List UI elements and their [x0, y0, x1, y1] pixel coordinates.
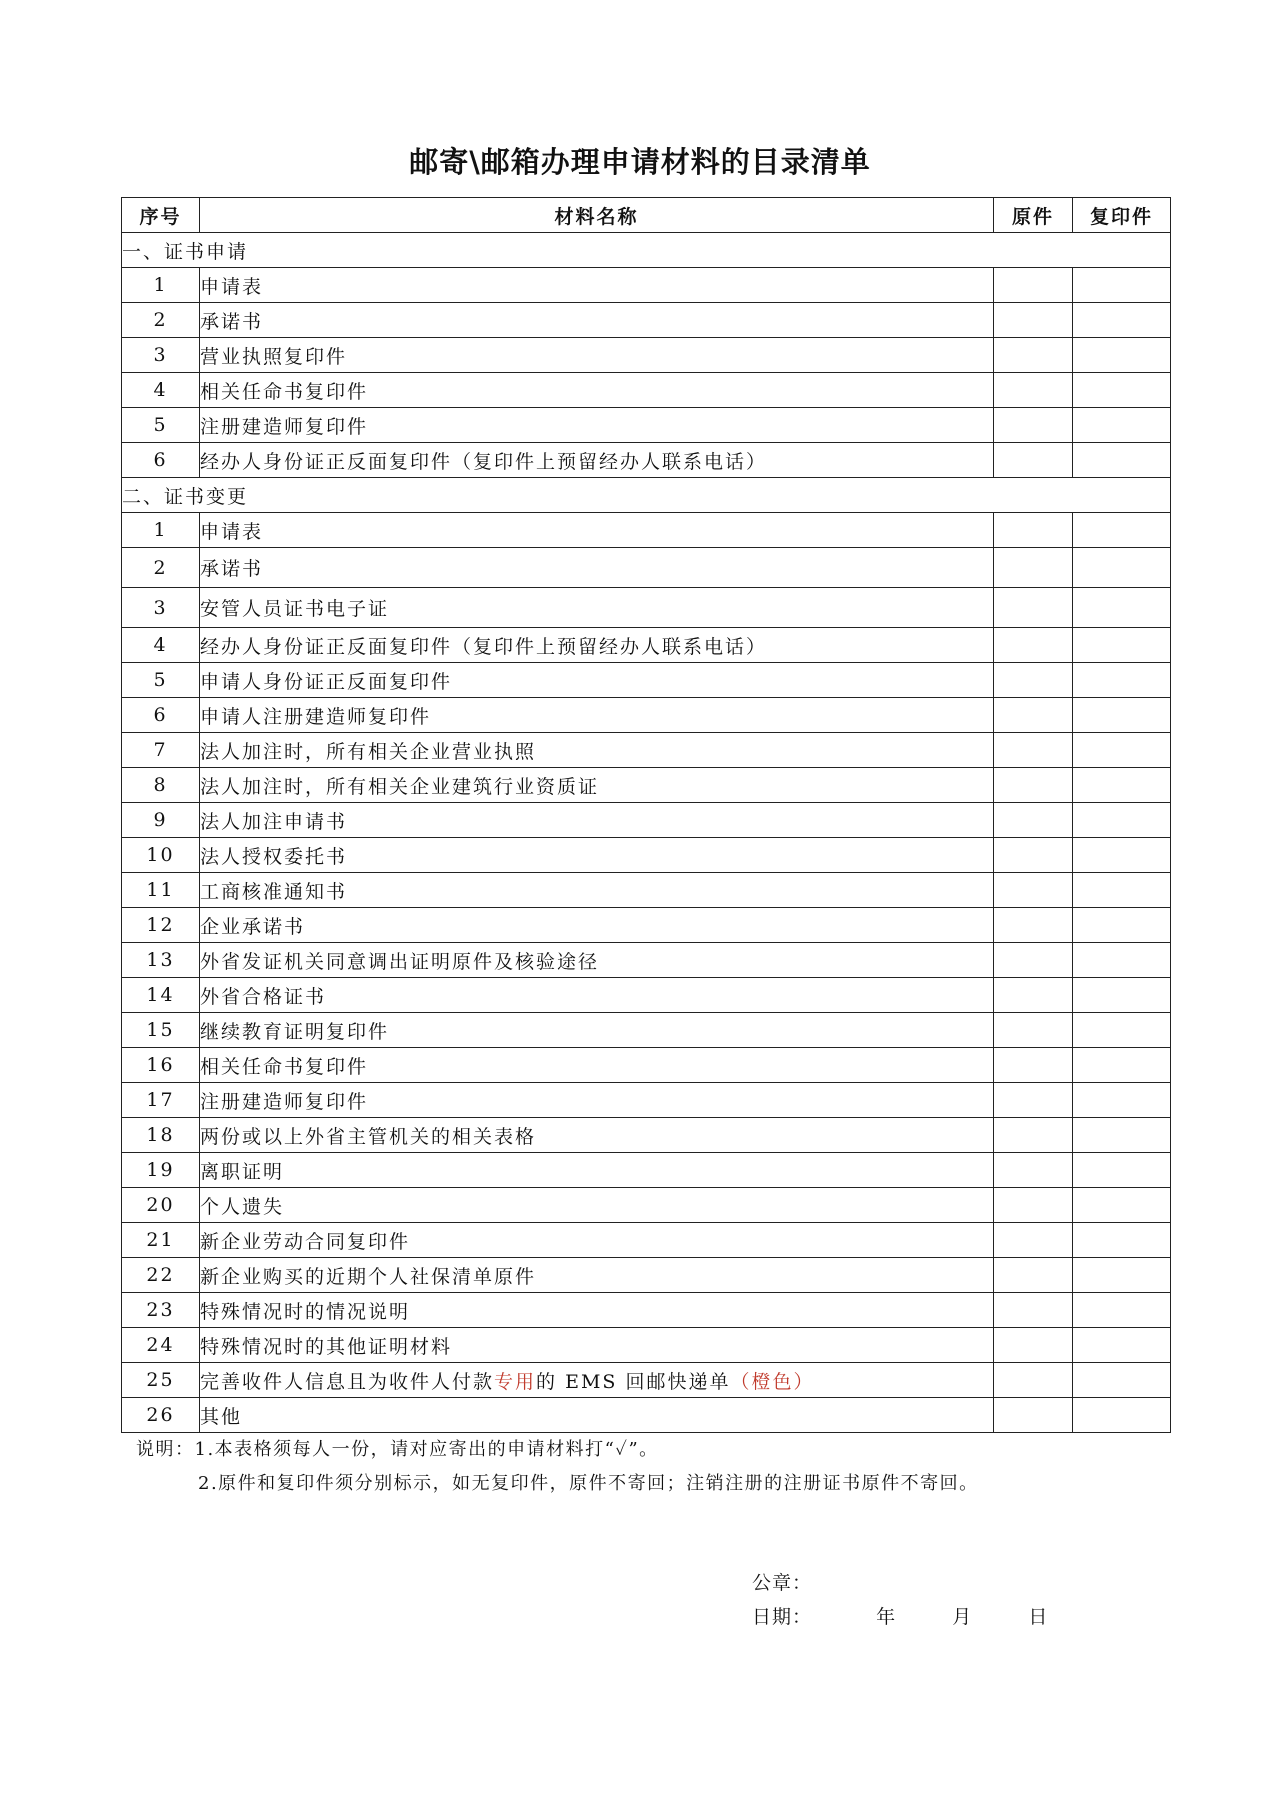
row-material-name: 经办人身份证正反面复印件（复印件上预留经办人联系电话） [200, 443, 994, 478]
row-material-name: 注册建造师复印件 [200, 1083, 994, 1118]
note-line-2: 2.原件和复印件须分别标示，如无复印件，原件不寄回；注销注册的注册证书原件不寄回。 [198, 1473, 979, 1494]
row-material-name: 相关任命书复印件 [200, 1048, 994, 1083]
date-year: 年 [876, 1606, 897, 1628]
header-index: 序号 [122, 198, 200, 233]
row-index: 25 [122, 1363, 200, 1398]
table-row [122, 1328, 1171, 1363]
row-index: 15 [122, 1013, 200, 1048]
row-material-name: 两份或以上外省主管机关的相关表格 [200, 1118, 994, 1153]
row-material-name: 法人加注时，所有相关企业营业执照 [200, 733, 994, 768]
row-index: 21 [122, 1223, 200, 1258]
row-original-checkbox[interactable] [994, 873, 1073, 908]
row-index: 13 [122, 943, 200, 978]
row-copy-checkbox[interactable] [1073, 1293, 1171, 1328]
row-index: 8 [122, 768, 200, 803]
row-original-checkbox[interactable] [994, 1083, 1073, 1118]
row-material-name: 新企业购买的近期个人社保清单原件 [200, 1258, 994, 1293]
row-material-name: 特殊情况时的情况说明 [200, 1293, 994, 1328]
row-index: 6 [122, 698, 200, 733]
seal-label: 公章： [752, 1572, 813, 1594]
table-row [122, 873, 1171, 908]
row-material-name: 申请表 [200, 513, 994, 548]
row-material-name [200, 1363, 994, 1398]
row-material-name: 申请表 [200, 268, 994, 303]
row-copy-checkbox[interactable] [1073, 303, 1171, 338]
note-line-1: 说明：1.本表格须每人一份，请对应寄出的申请材料打“✓”。 [136, 1439, 659, 1460]
table-row [122, 1153, 1171, 1188]
table-row [122, 338, 1171, 373]
row-material-name: 离职证明 [200, 1153, 994, 1188]
row-index: 5 [122, 408, 200, 443]
table-row [122, 1258, 1171, 1293]
row-index: 10 [122, 838, 200, 873]
row-original-checkbox[interactable] [994, 443, 1073, 478]
row-copy-checkbox[interactable] [1073, 588, 1171, 628]
table-row [122, 1398, 1171, 1433]
table-row [122, 268, 1171, 303]
section-title: 二、证书变更 [122, 478, 1171, 513]
row-material-name: 法人加注时，所有相关企业建筑行业资质证 [200, 768, 994, 803]
table-row [122, 1118, 1171, 1153]
table-row [122, 373, 1171, 408]
table-row [122, 978, 1171, 1013]
row-copy-checkbox[interactable] [1073, 1013, 1171, 1048]
signature-block [752, 1566, 1048, 1634]
row-copy-checkbox[interactable] [1073, 628, 1171, 663]
row-copy-checkbox[interactable] [1073, 873, 1171, 908]
row-copy-checkbox[interactable] [1073, 1258, 1171, 1293]
row-index: 20 [122, 1188, 200, 1223]
row-material-name: 其他 [200, 1398, 994, 1433]
table-row [122, 588, 1171, 628]
row-copy-checkbox[interactable] [1073, 1083, 1171, 1118]
row-index: 3 [122, 338, 200, 373]
row-copy-checkbox[interactable] [1073, 1153, 1171, 1188]
materials-table [121, 197, 1171, 1433]
row-copy-checkbox[interactable] [1073, 663, 1171, 698]
row-original-checkbox[interactable] [994, 1328, 1073, 1363]
row-material-name: 个人遗失 [200, 1188, 994, 1223]
row-index: 16 [122, 1048, 200, 1083]
row-material-name: 申请人身份证正反面复印件 [200, 663, 994, 698]
table-row [122, 698, 1171, 733]
table-row [122, 1363, 1171, 1398]
section-row [122, 478, 1171, 513]
row-original-checkbox[interactable] [994, 908, 1073, 943]
row-copy-checkbox[interactable] [1073, 443, 1171, 478]
material-name-part: 完善收件人信息且为收件人付款 [200, 1370, 495, 1393]
row-original-checkbox[interactable] [994, 698, 1073, 733]
row-original-checkbox[interactable] [994, 1188, 1073, 1223]
row-material-name: 工商核准通知书 [200, 873, 994, 908]
row-original-checkbox[interactable] [994, 978, 1073, 1013]
row-copy-checkbox[interactable] [1073, 838, 1171, 873]
material-name-part: 的 EMS 回邮快递单 [536, 1370, 731, 1393]
row-index: 5 [122, 663, 200, 698]
header-original: 原件 [994, 198, 1073, 233]
row-index: 11 [122, 873, 200, 908]
row-material-name: 外省发证机关同意调出证明原件及核验途径 [200, 943, 994, 978]
row-original-checkbox[interactable] [994, 1013, 1073, 1048]
row-index: 22 [122, 1258, 200, 1293]
row-index: 1 [122, 268, 200, 303]
row-material-name: 申请人注册建造师复印件 [200, 698, 994, 733]
row-index: 7 [122, 733, 200, 768]
table-row [122, 908, 1171, 943]
table-row [122, 943, 1171, 978]
row-original-checkbox[interactable] [994, 1223, 1073, 1258]
row-index: 14 [122, 978, 200, 1013]
table-row [122, 803, 1171, 838]
material-name-part: 专用 [494, 1370, 537, 1393]
row-copy-checkbox[interactable] [1073, 1363, 1171, 1398]
date-label: 日期： [752, 1606, 813, 1628]
row-copy-checkbox[interactable] [1073, 1118, 1171, 1153]
section-row [122, 233, 1171, 268]
table-row [122, 1293, 1171, 1328]
row-copy-checkbox[interactable] [1073, 548, 1171, 588]
row-copy-checkbox[interactable] [1073, 1398, 1171, 1433]
date-month: 月 [952, 1606, 973, 1628]
row-index: 4 [122, 628, 200, 663]
row-index: 9 [122, 803, 200, 838]
row-index: 3 [122, 588, 200, 628]
row-index: 23 [122, 1293, 200, 1328]
date-day: 日 [1028, 1606, 1049, 1628]
table-row [122, 443, 1171, 478]
table-row [122, 1188, 1171, 1223]
row-index: 2 [122, 303, 200, 338]
table-row [122, 628, 1171, 663]
row-original-checkbox[interactable] [994, 408, 1073, 443]
row-index: 26 [122, 1398, 200, 1433]
row-copy-checkbox[interactable] [1073, 733, 1171, 768]
document-title: 邮寄\邮箱办理申请材料的目录清单 [409, 145, 871, 179]
row-material-name: 经办人身份证正反面复印件（复印件上预留经办人联系电话） [200, 628, 994, 663]
row-copy-checkbox[interactable] [1073, 338, 1171, 373]
table-row [122, 663, 1171, 698]
row-material-name: 继续教育证明复印件 [200, 1013, 994, 1048]
row-material-name: 法人授权委托书 [200, 838, 994, 873]
row-original-checkbox[interactable] [994, 1118, 1073, 1153]
row-original-checkbox[interactable] [994, 838, 1073, 873]
row-original-checkbox[interactable] [994, 1048, 1073, 1083]
table-row [122, 513, 1171, 548]
material-name-part: （橙色） [730, 1370, 815, 1393]
row-index: 19 [122, 1153, 200, 1188]
row-original-checkbox[interactable] [994, 373, 1073, 408]
row-original-checkbox[interactable] [994, 588, 1073, 628]
notes-block [136, 1433, 979, 1501]
row-index: 1 [122, 513, 200, 548]
row-copy-checkbox[interactable] [1073, 1048, 1171, 1083]
row-original-checkbox[interactable] [994, 268, 1073, 303]
section-title: 一、证书申请 [122, 233, 1171, 268]
row-original-checkbox[interactable] [994, 1398, 1073, 1433]
row-original-checkbox[interactable] [994, 338, 1073, 373]
table-row [122, 408, 1171, 443]
date-line [752, 1600, 1048, 1634]
row-original-checkbox[interactable] [994, 513, 1073, 548]
table-row [122, 733, 1171, 768]
row-material-name: 新企业劳动合同复印件 [200, 1223, 994, 1258]
row-original-checkbox[interactable] [994, 303, 1073, 338]
row-copy-checkbox[interactable] [1073, 768, 1171, 803]
row-material-name: 企业承诺书 [200, 908, 994, 943]
row-original-checkbox[interactable] [994, 733, 1073, 768]
row-material-name: 安管人员证书电子证 [200, 588, 994, 628]
row-copy-checkbox[interactable] [1073, 803, 1171, 838]
table-row [122, 1083, 1171, 1118]
row-index: 17 [122, 1083, 200, 1118]
row-copy-checkbox[interactable] [1073, 978, 1171, 1013]
row-copy-checkbox[interactable] [1073, 1188, 1171, 1223]
row-material-name: 相关任命书复印件 [200, 373, 994, 408]
table-row [122, 838, 1171, 873]
row-material-name: 法人加注申请书 [200, 803, 994, 838]
row-material-name: 外省合格证书 [200, 978, 994, 1013]
row-index: 6 [122, 443, 200, 478]
row-index: 2 [122, 548, 200, 588]
row-index: 12 [122, 908, 200, 943]
row-original-checkbox[interactable] [994, 1153, 1073, 1188]
row-copy-checkbox[interactable] [1073, 943, 1171, 978]
row-copy-checkbox[interactable] [1073, 1223, 1171, 1258]
table-header-row [122, 198, 1171, 233]
row-original-checkbox[interactable] [994, 663, 1073, 698]
table-body [122, 233, 1171, 1433]
table-row [122, 1223, 1171, 1258]
row-original-checkbox[interactable] [994, 1258, 1073, 1293]
table-row [122, 768, 1171, 803]
row-original-checkbox[interactable] [994, 803, 1073, 838]
row-original-checkbox[interactable] [994, 768, 1073, 803]
row-index: 24 [122, 1328, 200, 1363]
row-copy-checkbox[interactable] [1073, 908, 1171, 943]
row-material-name: 营业执照复印件 [200, 338, 994, 373]
row-material-name: 承诺书 [200, 548, 994, 588]
header-name: 材料名称 [200, 198, 994, 233]
row-copy-checkbox[interactable] [1073, 698, 1171, 733]
row-material-name: 承诺书 [200, 303, 994, 338]
row-copy-checkbox[interactable] [1073, 408, 1171, 443]
table-row [122, 548, 1171, 588]
row-material-name: 注册建造师复印件 [200, 408, 994, 443]
table-row [122, 1048, 1171, 1083]
row-original-checkbox[interactable] [994, 943, 1073, 978]
row-copy-checkbox[interactable] [1073, 373, 1171, 408]
row-index: 18 [122, 1118, 200, 1153]
row-copy-checkbox[interactable] [1073, 268, 1171, 303]
table-row [122, 303, 1171, 338]
table-row [122, 1013, 1171, 1048]
row-original-checkbox[interactable] [994, 1293, 1073, 1328]
row-original-checkbox[interactable] [994, 628, 1073, 663]
header-copy: 复印件 [1073, 198, 1171, 233]
row-copy-checkbox[interactable] [1073, 513, 1171, 548]
row-material-name: 特殊情况时的其他证明材料 [200, 1328, 994, 1363]
row-original-checkbox[interactable] [994, 548, 1073, 588]
row-original-checkbox[interactable] [994, 1363, 1073, 1398]
row-copy-checkbox[interactable] [1073, 1328, 1171, 1363]
row-index: 4 [122, 373, 200, 408]
